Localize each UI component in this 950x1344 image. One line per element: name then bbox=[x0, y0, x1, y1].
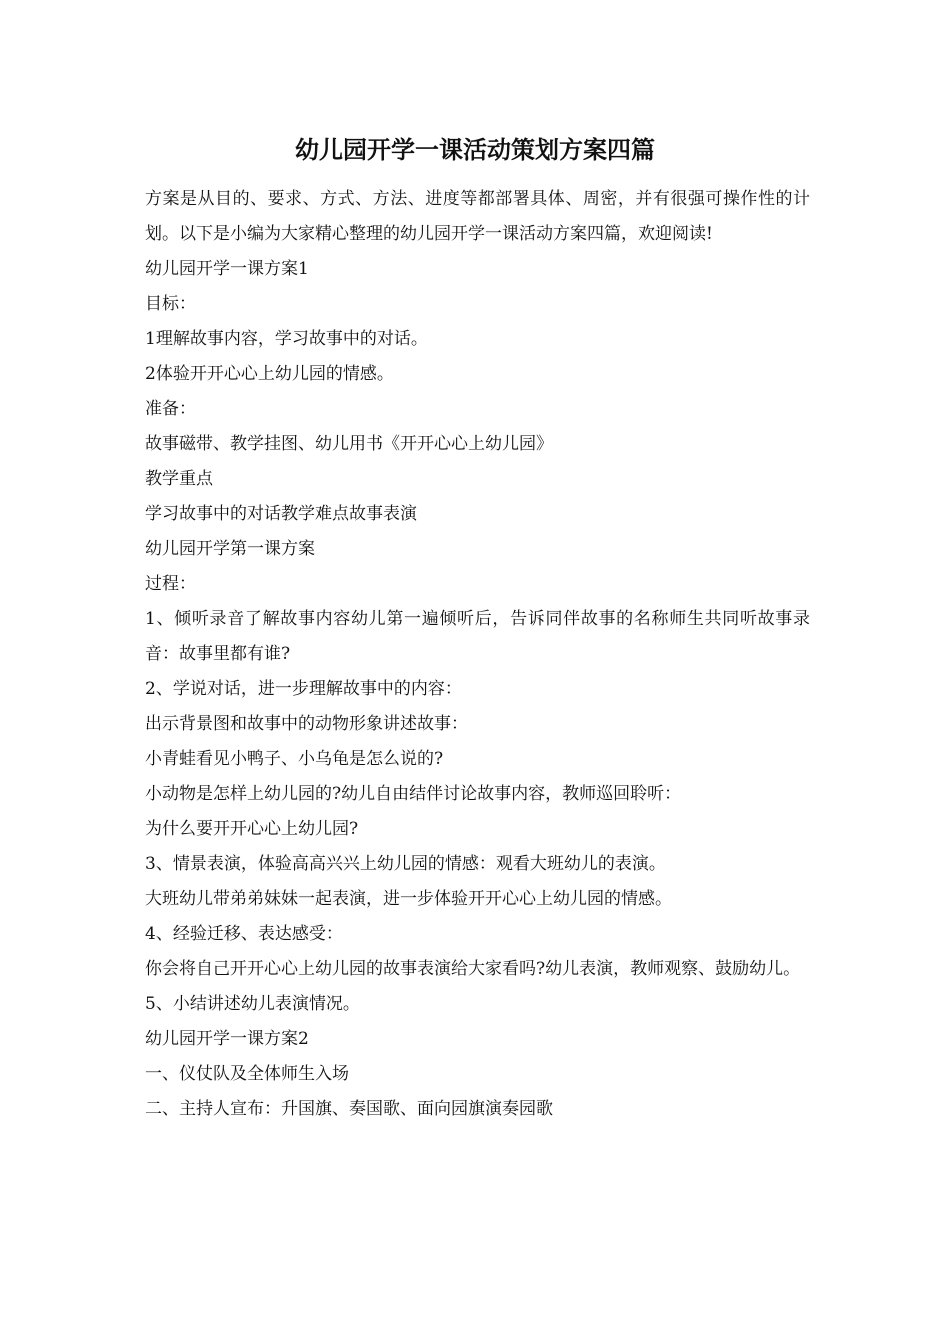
process-step-4-detail: 你会将自己开开心心上幼儿园的故事表演给大家看吗?幼儿表演，教师观察、鼓励幼儿。 bbox=[145, 959, 801, 979]
goal-label: 目标： bbox=[145, 294, 196, 314]
section-heading-plan-1: 幼儿园开学一课方案1 bbox=[145, 259, 309, 279]
process-step-2: 2、学说对话，进一步理解故事中的内容： bbox=[145, 679, 462, 699]
document-body bbox=[145, 182, 810, 1127]
process-step-2-detail-2: 小青蛙看见小鸭子、小乌龟是怎么说的? bbox=[145, 749, 444, 769]
section-heading-plan-2: 幼儿园开学一课方案2 bbox=[145, 1029, 309, 1049]
intro-paragraph: 方案是从目的、要求、方式、方法、进度等都部署具体、周密，并有很强可操作性的计划。以下是小编为大家精心整理的幼儿园开学一课活动方案四篇，欢迎阅读! bbox=[145, 189, 810, 244]
process-step-2-detail-1: 出示背景图和故事中的动物形象讲述故事： bbox=[145, 714, 468, 734]
process-step-2-detail-3: 小动物是怎样上幼儿园的?幼儿自由结伴讨论故事内容，教师巡回聆听： bbox=[145, 784, 682, 804]
plan-2-item-2: 二、主持人宣布：升国旗、奏国歌、面向园旗演奏园歌 bbox=[145, 1099, 553, 1119]
process-step-2-detail-4: 为什么要开开心心上幼儿园? bbox=[145, 819, 359, 839]
teaching-focus-label: 教学重点 bbox=[145, 469, 213, 489]
teaching-focus-text: 学习故事中的对话教学难点故事表演 bbox=[145, 504, 417, 524]
process-step-5: 5、小结讲述幼儿表演情况。 bbox=[145, 994, 360, 1014]
process-step-3-detail: 大班幼儿带弟弟妹妹一起表演，进一步体验开开心心上幼儿园的情感。 bbox=[145, 889, 672, 909]
goal-item-2: 2体验开开心心上幼儿园的情感。 bbox=[145, 364, 394, 384]
preparation-text: 故事磁带、教学挂图、幼儿用书《开开心心上幼儿园》 bbox=[145, 434, 553, 454]
process-step-1: 1、倾听录音了解故事内容幼儿第一遍倾听后，告诉同伴故事的名称师生共同听故事录音：故事里都有谁? bbox=[145, 609, 810, 664]
process-step-4: 4、经验迁移、表达感受： bbox=[145, 924, 343, 944]
process-step-3: 3、情景表演，体验高高兴兴上幼儿园的情感：观看大班幼儿的表演。 bbox=[145, 854, 666, 874]
goal-item-1: 1理解故事内容，学习故事中的对话。 bbox=[145, 329, 428, 349]
process-label: 过程： bbox=[145, 574, 196, 594]
preparation-label: 准备： bbox=[145, 399, 196, 419]
subheading-first-lesson: 幼儿园开学第一课方案 bbox=[145, 539, 315, 559]
document-title: 幼儿园开学一课活动策划方案四篇 bbox=[295, 135, 655, 164]
plan-2-item-1: 一、仪仗队及全体师生入场 bbox=[145, 1064, 349, 1084]
